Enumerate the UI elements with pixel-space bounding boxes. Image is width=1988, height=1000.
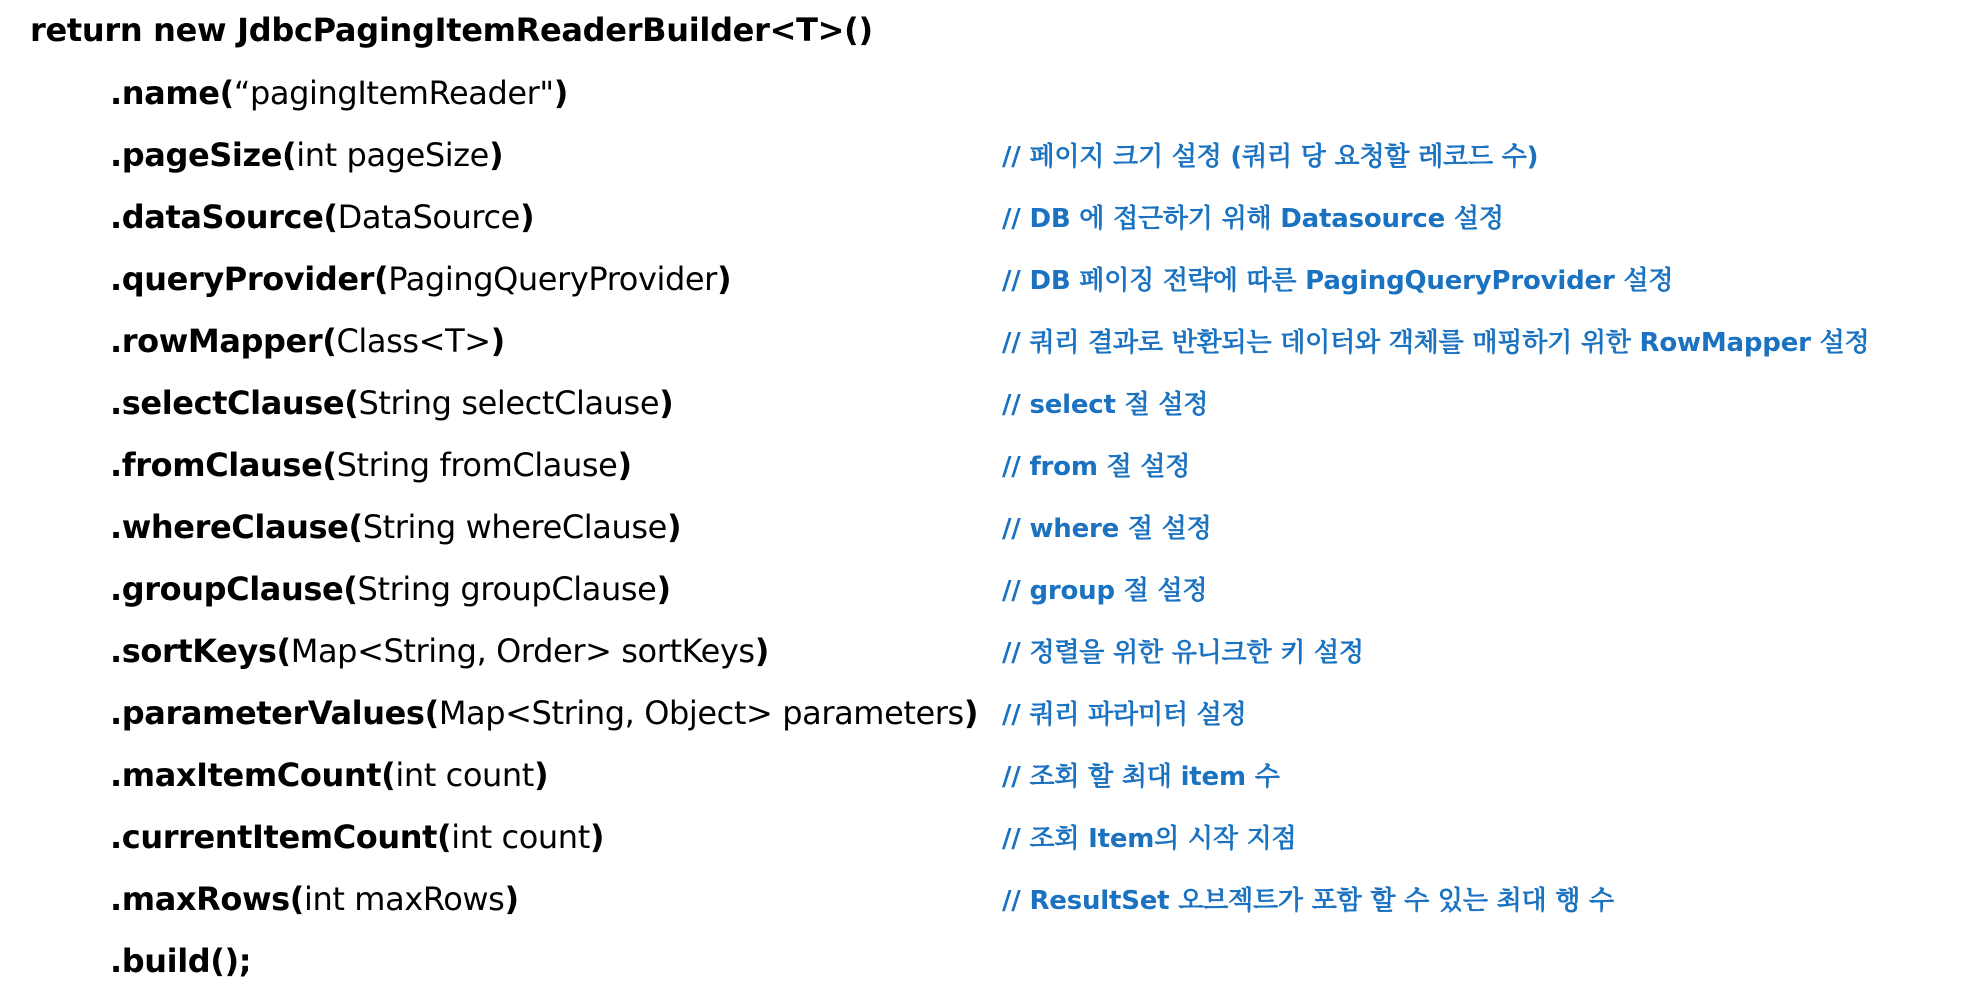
method-args: “pagingItemReader" [233, 74, 554, 112]
builder-row-max-item-count [0, 744, 1988, 806]
close-paren: ) [490, 322, 505, 360]
method-comment: // 조회 할 최대 item 수 [1002, 762, 1280, 792]
method-call [110, 682, 978, 744]
method-name: .rowMapper [110, 322, 323, 360]
method-args: String selectClause [358, 384, 660, 422]
builder-row-from-clause [0, 434, 1988, 496]
builder-row-name [0, 62, 1988, 124]
close-paren: ) [666, 508, 682, 546]
method-call [110, 496, 681, 558]
method-call [110, 186, 534, 248]
method-call [110, 62, 568, 124]
close-paren: ) [963, 694, 979, 732]
open-paren: ( [323, 198, 338, 236]
builder-row-sort-keys [0, 620, 1988, 682]
method-call [110, 620, 769, 682]
method-args: int maxRows [304, 880, 505, 918]
method-comment: // DB 페이징 전략에 따른 PagingQueryProvider 설정 [1002, 266, 1674, 296]
close-paren: ) [659, 384, 674, 422]
method-name: .fromClause [110, 446, 323, 484]
builder-row-parameter-values [0, 682, 1988, 744]
method-comment: // DB 에 접근하기 위해 Datasource 설정 [1002, 204, 1504, 234]
method-name: .whereClause [110, 508, 349, 546]
method-comment: // 쿼리 파라미터 설정 [1002, 700, 1247, 730]
close-paren: ) [533, 756, 549, 794]
open-paren: ( [437, 818, 452, 856]
method-args: int count [451, 818, 590, 856]
method-args: String groupClause [357, 570, 657, 608]
method-comment: // 페이지 크기 설정 (쿼리 당 요청할 레코드 수) [1002, 142, 1539, 172]
method-args: PagingQueryProvider [388, 260, 717, 298]
close-paren: ) [488, 136, 504, 174]
open-paren: ( [348, 508, 363, 546]
method-call [110, 744, 548, 806]
method-args: String whereClause [362, 508, 667, 546]
method-comment: // 조회 Item의 시작 지점 [1002, 824, 1297, 854]
method-comment: // select 절 설정 [1002, 390, 1209, 420]
method-name: .pageSize [110, 136, 283, 174]
method-comment: // from 절 설정 [1002, 452, 1191, 482]
method-name: .name [110, 74, 220, 112]
builder-row-group-clause [0, 558, 1988, 620]
method-name: .maxRows [110, 880, 290, 918]
method-call [110, 310, 505, 372]
builder-row-data-source [0, 186, 1988, 248]
method-args: Class<T> [336, 322, 491, 360]
method-call [110, 558, 671, 620]
method-call [110, 372, 673, 434]
method-comment: // group 절 설정 [1002, 576, 1208, 606]
method-name: .dataSource [110, 198, 324, 236]
open-paren: ( [374, 260, 389, 298]
builder-row-where-clause [0, 496, 1988, 558]
open-paren: ( [424, 694, 439, 732]
method-call [110, 248, 731, 310]
method-args: int pageSize [296, 136, 489, 174]
close-paren: ) [504, 880, 519, 918]
method-call [110, 434, 632, 496]
method-name: .parameterValues [110, 694, 425, 732]
method-comment: // 정렬을 위한 유니크한 키 설정 [1002, 638, 1364, 668]
open-paren: ( [289, 880, 305, 918]
builder-row-page-size [0, 124, 1988, 186]
open-paren: ( [276, 632, 291, 670]
method-call [110, 806, 604, 868]
builder-row-current-item-count [0, 806, 1988, 868]
method-call [110, 124, 503, 186]
close-paren: ) [589, 818, 605, 856]
close-paren: ) [716, 260, 732, 298]
method-args: Map<String, Order> sortKeys [290, 632, 755, 670]
method-comment: // where 절 설정 [1002, 514, 1212, 544]
close-paren: ) [553, 74, 568, 112]
method-name: .currentItemCount [110, 818, 438, 856]
method-args: int count [395, 756, 534, 794]
builder-row-row-mapper [0, 310, 1988, 372]
method-comment: // 쿼리 결과로 반환되는 데이터와 객체를 매핑하기 위한 RowMapper 설정 [1002, 328, 1870, 358]
builder-header: return new JdbcPagingItemReaderBuilder<T>() [30, 11, 873, 49]
method-call [110, 868, 519, 930]
method-args: DataSource [337, 198, 520, 236]
open-paren: ( [381, 756, 396, 794]
method-name: .queryProvider [110, 260, 375, 298]
builder-row-select-clause [0, 372, 1988, 434]
method-name: .selectClause [110, 384, 345, 422]
close-paren: ) [754, 632, 769, 670]
builder-row-max-rows [0, 868, 1988, 930]
method-comment: // ResultSet 오브젝트가 포함 할 수 있는 최대 행 수 [1002, 886, 1614, 916]
method-name: .groupClause [110, 570, 344, 608]
builder-row-query-provider [0, 248, 1988, 310]
open-paren: ( [219, 74, 234, 112]
build-text: .build(); [110, 942, 252, 980]
method-args: String fromClause [336, 446, 618, 484]
close-paren: ) [656, 570, 671, 608]
open-paren: ( [322, 322, 337, 360]
builder-row-build [0, 930, 1988, 992]
build-call [110, 930, 251, 992]
close-paren: ) [519, 198, 535, 236]
open-paren: ( [322, 446, 337, 484]
close-paren: ) [617, 446, 632, 484]
open-paren: ( [282, 136, 297, 174]
open-paren: ( [343, 570, 358, 608]
method-args: Map<String, Object> parameters [438, 694, 964, 732]
open-paren: ( [344, 384, 359, 422]
method-name: .sortKeys [110, 632, 277, 670]
method-name: .maxItemCount [110, 756, 382, 794]
